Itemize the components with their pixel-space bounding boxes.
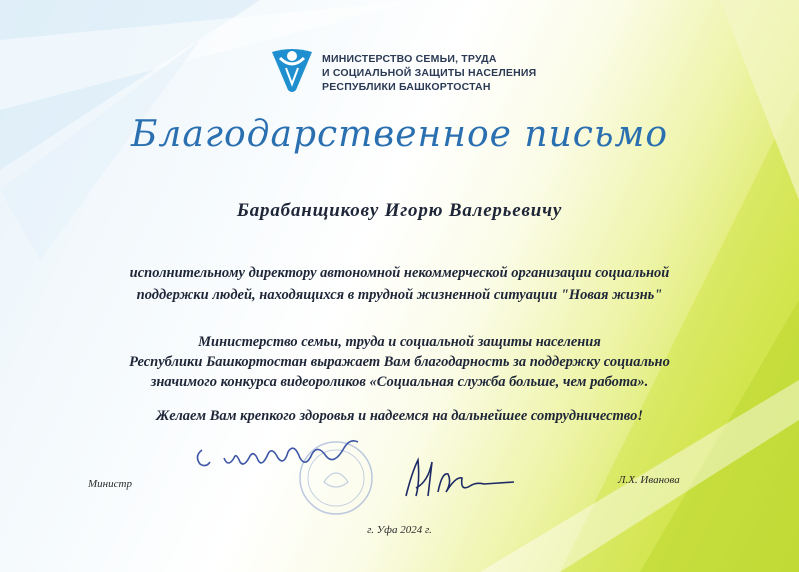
wish-text: Желаем Вам крепкого здоровья и надеемся на дальнейшее сотрудничество! (155, 408, 643, 424)
position-line-2: поддержки людей, находящихся в трудной жизненной ситуации "Новая жизнь" (136, 287, 663, 303)
position-line-1: исполнительному директору автономной некоммерческой организации социальной (129, 265, 670, 281)
ministry-name (322, 52, 582, 94)
message-line-1: Министерство семьи, труда и социальной защиты населения (198, 334, 601, 350)
place-and-date: г. Уфа 2024 г. (367, 524, 432, 536)
recipient-name: Барабанщикову Игорю Валерьевичу (236, 200, 563, 221)
message-line-3: значимого конкурса видеороликов «Социальная служба больше, чем работа». (150, 374, 649, 390)
signatory-name: Л.Х. Иванова (618, 474, 680, 486)
ministry-name-line-2: И СОЦИАЛЬНОЙ ЗАЩИТЫ НАСЕЛЕНИЯ (322, 67, 537, 79)
recipient-position (40, 262, 759, 306)
signatory-position: Министр (88, 478, 132, 490)
ministry-name-line-3: РЕСПУБЛИКИ БАШКОРТОСТАН (322, 81, 491, 93)
gratitude-message (40, 332, 759, 392)
signature-mark (398, 452, 518, 502)
ministry-emblem-icon (268, 44, 316, 94)
ministry-name-line-1: МИНИСТЕРСТВО СЕМЬИ, ТРУДА (322, 53, 497, 65)
handwritten-note (188, 428, 368, 478)
document-title: Благодарственное письмо (130, 114, 669, 155)
message-line-2: Республики Башкортостан выражает Вам благодарность за поддержку социально (129, 354, 670, 370)
